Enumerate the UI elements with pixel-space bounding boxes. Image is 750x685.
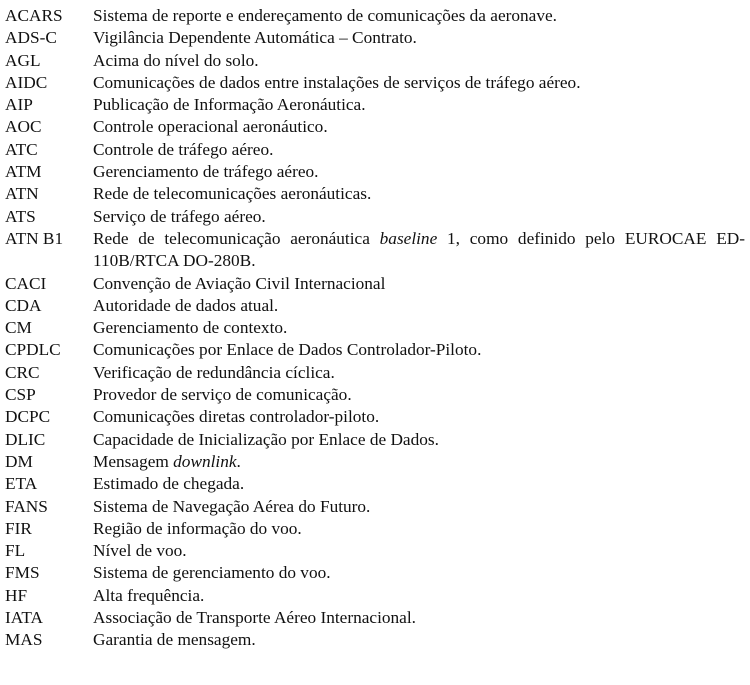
glossary-entry (5, 429, 745, 451)
abbreviation: DM (5, 451, 33, 471)
abbreviation: AOC (5, 117, 42, 137)
glossary-entry (5, 50, 745, 72)
glossary-entry (5, 562, 745, 584)
definition (93, 161, 745, 183)
glossary-entry (5, 540, 745, 562)
definition-text: Publicação de Informação Aeronáutica. (93, 95, 366, 115)
definition-text: Comunicações de dados entre instalações de serviços de tráfego aéreo. (93, 72, 581, 92)
glossary-entry (5, 228, 745, 273)
definition-italic-term: downlink (173, 451, 237, 471)
definition-text: Convenção de Aviação Civil Internacional (93, 273, 386, 293)
definition-text: Mensagem (93, 451, 174, 471)
abbreviation: CSP (5, 385, 36, 405)
glossary-entry (5, 339, 745, 361)
definition (93, 496, 745, 518)
definition (93, 139, 745, 161)
abbreviation: ADS-C (5, 28, 57, 48)
definition-text: Gerenciamento de tráfego aéreo. (93, 162, 319, 182)
definition-text: Gerenciamento de contexto. (93, 318, 288, 338)
abbreviation: ETA (5, 474, 38, 494)
definition-text: Comunicações por Enlace de Dados Controlador-Piloto. (93, 340, 482, 360)
abbreviation: ATC (5, 139, 38, 159)
definition (93, 317, 745, 339)
glossary-entry (5, 5, 745, 27)
abbreviation: CM (5, 318, 32, 338)
definition (93, 384, 745, 406)
abbreviation: ATS (5, 206, 36, 226)
definition (93, 183, 745, 205)
definition (93, 362, 745, 384)
glossary-entry (5, 496, 745, 518)
definition (93, 273, 745, 295)
definition (93, 562, 745, 584)
glossary-entry (5, 273, 745, 295)
definition-text: Controle operacional aeronáutico. (93, 117, 328, 137)
definition (93, 228, 745, 273)
abbreviation: CRC (5, 362, 40, 382)
definition-text: Sistema de Navegação Aérea do Futuro. (93, 496, 371, 516)
abbreviation: FMS (5, 563, 40, 583)
abbreviation: AIDC (5, 72, 48, 92)
definition-text: Provedor de serviço de comunicação. (93, 385, 352, 405)
abbreviation: MAS (5, 630, 43, 650)
abbreviation: ACARS (5, 6, 63, 25)
definition-text: Estimado de chegada. (93, 474, 245, 494)
definition-text: Controle de tráfego aéreo. (93, 139, 274, 159)
definition-text: Rede de telecomunicação aeronáutica (93, 228, 380, 248)
definition-text: Vigilância Dependente Automática – Contrato. (93, 28, 417, 48)
abbreviation: DLIC (5, 429, 46, 449)
definition (93, 607, 745, 629)
definition (93, 94, 745, 116)
abbreviation: AIP (5, 95, 33, 115)
definition-text: . (236, 451, 241, 471)
glossary-entry (5, 27, 745, 49)
abbreviation: ATM (5, 162, 42, 182)
glossary-entry (5, 607, 745, 629)
abbreviation: FL (5, 541, 26, 561)
definition (93, 50, 745, 72)
glossary-entry (5, 72, 745, 94)
definition-text: Alta frequência. (93, 585, 205, 605)
definition-text: Verificação de redundância cíclica. (93, 362, 335, 382)
definition (93, 295, 745, 317)
definition-text: Sistema de reporte e endereçamento de comunicações da aeronave. (93, 6, 557, 25)
definition (93, 540, 745, 562)
glossary-entry (5, 384, 745, 406)
glossary-entry (5, 317, 745, 339)
abbreviation: ATN (5, 184, 39, 204)
definition-text: Garantia de mensagem. (93, 630, 256, 650)
definition-text: Acima do nível do solo. (93, 50, 259, 70)
definition (93, 206, 745, 228)
definition-text: Serviço de tráfego aéreo. (93, 206, 266, 226)
definition-text: Capacidade de Inicialização por Enlace de Dados. (93, 429, 439, 449)
definition (93, 629, 745, 651)
glossary-entry (5, 139, 745, 161)
definition-text: Autoridade de dados atual. (93, 295, 279, 315)
definition (93, 116, 745, 138)
glossary-entry (5, 295, 745, 317)
abbreviation: IATA (5, 608, 43, 628)
definition-text: 1, como definido pelo EUROCAE ED-110B/RTCA DO-280B. (93, 228, 745, 271)
definition (93, 585, 745, 607)
definition (93, 451, 745, 473)
definition (93, 473, 745, 495)
definition-text: Rede de telecomunicações aeronáuticas. (93, 184, 372, 204)
glossary-entry (5, 161, 745, 183)
abbreviation: CPDLC (5, 340, 61, 360)
glossary-entry (5, 183, 745, 205)
definition-text: Comunicações diretas controlador-piloto. (93, 407, 380, 427)
abbreviation: HF (5, 585, 28, 605)
definition (93, 406, 745, 428)
glossary-entry (5, 629, 745, 651)
glossary-entry (5, 206, 745, 228)
abbreviation: ATN B1 (5, 228, 64, 248)
glossary-entry (5, 94, 745, 116)
definition-text: Sistema de gerenciamento do voo. (93, 563, 331, 583)
definition-text: Região de informação do voo. (93, 518, 302, 538)
glossary-entry (5, 362, 745, 384)
glossary-entry (5, 518, 745, 540)
definition-text: Associação de Transporte Aéreo Internacional. (93, 608, 416, 628)
definition-text: Nível de voo. (93, 541, 187, 561)
definition (93, 72, 745, 94)
glossary-entry (5, 585, 745, 607)
abbreviation: CACI (5, 273, 47, 293)
definition-italic-term: baseline (379, 228, 438, 248)
definition (93, 5, 745, 27)
definition (93, 429, 745, 451)
abbreviation-glossary (5, 5, 745, 652)
glossary-entry (5, 473, 745, 495)
glossary-entry (5, 116, 745, 138)
definition (93, 518, 745, 540)
abbreviation: CDA (5, 295, 42, 315)
abbreviation: FANS (5, 496, 48, 516)
definition (93, 339, 745, 361)
definition (93, 27, 745, 49)
abbreviation: DCPC (5, 407, 51, 427)
glossary-entry (5, 406, 745, 428)
glossary-entry (5, 451, 745, 473)
abbreviation: AGL (5, 50, 41, 70)
abbreviation: FIR (5, 518, 32, 538)
